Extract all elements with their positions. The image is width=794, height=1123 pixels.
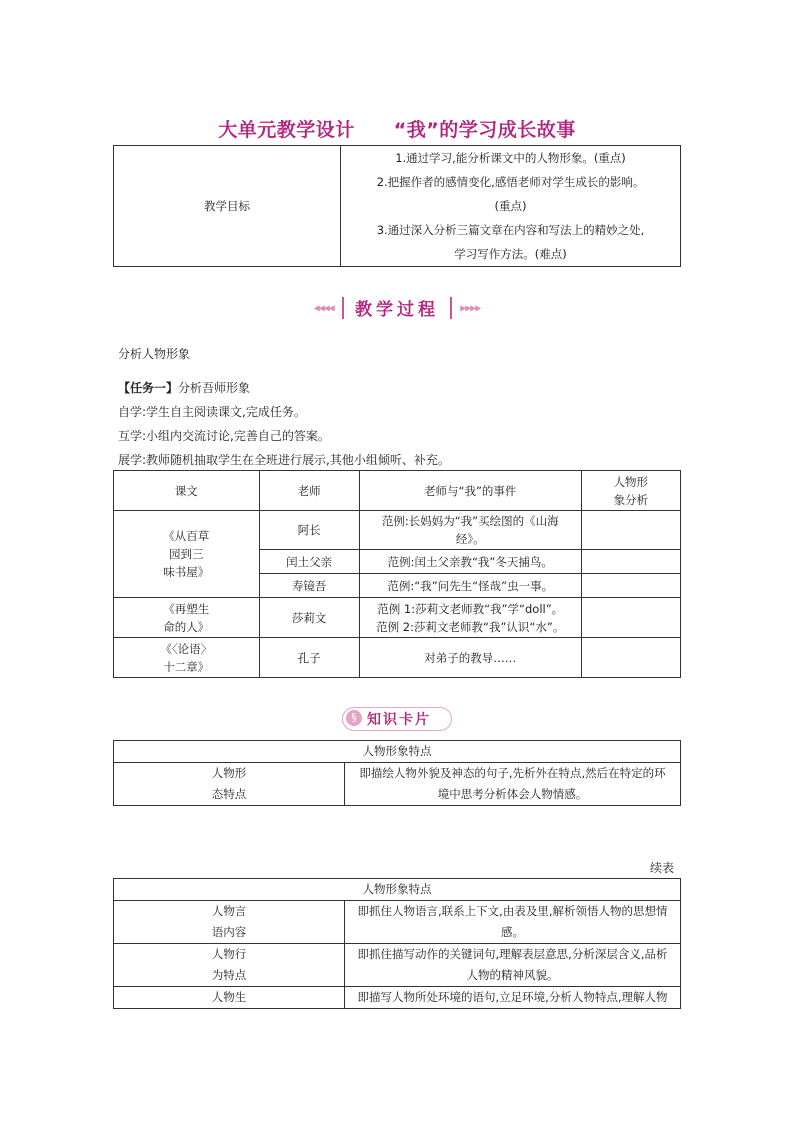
banner-divider <box>450 297 452 319</box>
trait-name-line: 语内容 <box>211 925 247 939</box>
teacher-cell: 孔子 <box>259 638 359 678</box>
work-line: 《从百草 <box>163 529 210 543</box>
trait-name-cell <box>114 763 345 806</box>
banner-divider <box>342 297 344 319</box>
objective-line: 3.通过深入分析三篇文章在内容和写法上的精妙之处, <box>376 223 645 237</box>
header-cell: 课文 <box>114 471 260 511</box>
trait-name-line: 态特点 <box>211 787 247 801</box>
trait-desc-line: 即抓住描写动作的关键词句,理解表层意思,分析深层含义,品析 <box>357 947 668 961</box>
objectives-table <box>113 145 681 267</box>
work-cell <box>114 598 260 638</box>
trait-name-cell <box>114 944 345 987</box>
event-line: 范例 1:莎莉文老师教“我”学“doll”。 <box>377 601 564 616</box>
trait-desc-line: 即抓住人物语言,联系上下文,由表及里,解析领悟人物的思想情 <box>357 904 668 918</box>
card-icon: § <box>346 710 362 726</box>
traits-table-2 <box>113 878 681 1009</box>
traits-table-1 <box>113 740 681 806</box>
event-line: 经》。 <box>455 532 485 546</box>
header-cell <box>581 471 680 511</box>
task-title: 分析吾师形象 <box>178 381 251 395</box>
trait-desc-cell <box>345 901 681 944</box>
work-cell <box>114 638 260 678</box>
trait-name-line: 人物行 <box>211 947 247 961</box>
trait-desc-cell <box>345 944 681 987</box>
section-banner <box>0 295 794 320</box>
analysis-cell <box>581 550 680 574</box>
header-line: 人物形 <box>613 474 649 489</box>
task-heading <box>118 380 250 396</box>
header-line: 象分析 <box>613 492 649 507</box>
trait-desc-cell: 即描写人物所处环境的语句,立足环境,分析人物特点,理解人物 <box>345 987 681 1009</box>
right-arrows-icon: ▸▸▸▸ <box>460 300 481 315</box>
trait-name-cell: 人物生 <box>114 987 345 1009</box>
traits-header: 人物形象特点 <box>114 741 681 763</box>
analysis-cell <box>581 511 680 550</box>
section-title: 分析人物形象 <box>118 347 191 361</box>
event-line: 范例:长妈妈为“我”买绘图的《山海 <box>381 514 559 528</box>
page-title: 大单元教学设计 “我”的学习成长故事 <box>218 119 576 141</box>
teacher-cell: 阿长 <box>259 511 359 550</box>
event-cell: 范例:“我”问先生“怪哉”虫一事。 <box>359 574 581 598</box>
header-cell: 老师 <box>259 471 359 511</box>
event-cell: 对弟子的教导…… <box>359 638 581 678</box>
card-title: 知识卡片 <box>367 712 431 728</box>
work-line: 味书屋》 <box>163 565 210 579</box>
objective-line: 2.把握作者的感情变化,感悟老师对学生成长的影响。 <box>376 175 645 189</box>
banner-title: 教学过程 <box>355 300 439 320</box>
analysis-cell <box>581 598 680 638</box>
traits-header: 人物形象特点 <box>114 879 681 901</box>
trait-desc-line: 感。 <box>501 925 524 939</box>
teacher-table <box>113 470 681 678</box>
analysis-cell <box>581 638 680 678</box>
event-cell <box>359 511 581 550</box>
objective-line: 1.通过学习,能分析课文中的人物形象。(重点) <box>395 151 626 165</box>
teacher-cell: 闰土父亲 <box>259 550 359 574</box>
event-cell <box>359 598 581 638</box>
trait-desc-line: 境中思考分析体会人物情感。 <box>437 787 588 801</box>
trait-desc-cell <box>345 763 681 806</box>
task-bracket: 【任务一】 <box>118 381 179 395</box>
work-line: 《〈论语〉 <box>160 641 213 656</box>
step-line: 互学:小组内交流讨论,完善自己的答案。 <box>118 429 330 443</box>
trait-desc-line: 即描绘人物外貌及神态的句子,先析外在特点,然后在特定的环 <box>359 766 666 780</box>
header-cell: 老师与“我”的事件 <box>359 471 581 511</box>
trait-name-line: 人物言 <box>211 904 247 918</box>
event-cell: 范例:闰土父亲教“我”冬天捕鸟。 <box>359 550 581 574</box>
left-arrows-icon: ◂◂◂◂ <box>313 300 334 315</box>
objectives-content <box>341 146 681 267</box>
objective-line: (重点) <box>494 199 527 213</box>
work-line: 《再塑生 <box>163 601 210 616</box>
knowledge-card-label <box>342 707 452 731</box>
work-line: 园到三 <box>169 547 204 561</box>
teacher-cell: 莎莉文 <box>259 598 359 638</box>
trait-name-line: 人物形 <box>211 766 247 780</box>
step-line: 自学:学生自主阅读课文,完成任务。 <box>118 405 306 419</box>
teacher-cell: 寿镜吾 <box>259 574 359 598</box>
trait-name-cell <box>114 901 345 944</box>
trait-name-line: 为特点 <box>211 968 247 982</box>
objective-line: 学习写作方法。(难点) <box>454 247 567 261</box>
work-line: 十二章》 <box>163 659 210 674</box>
continued-label: 续表 <box>650 861 675 875</box>
event-line: 范例 2:莎莉文老师教“我”认识“水”。 <box>376 619 565 634</box>
trait-desc-line: 人物的精神风貌。 <box>466 968 559 982</box>
objectives-label: 教学目标 <box>114 146 341 267</box>
work-line: 命的人》 <box>163 619 210 634</box>
analysis-cell <box>581 574 680 598</box>
work-cell <box>114 511 260 598</box>
step-line: 展学:教师随机抽取学生在全班进行展示,其他小组倾听、补充。 <box>118 453 450 467</box>
